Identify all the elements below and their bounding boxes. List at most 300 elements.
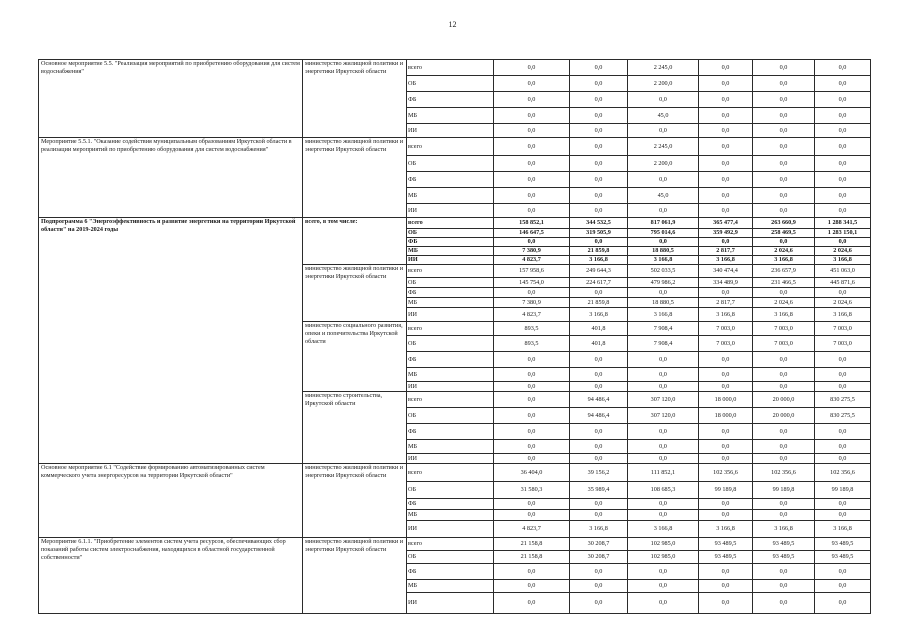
amount-cell: 7 003,0: [815, 322, 871, 336]
amount-cell: 0,0: [699, 440, 753, 454]
amount-cell: 2 200,0: [628, 76, 699, 92]
amount-cell: 359 492,9: [699, 229, 753, 238]
amount-cell: 2 245,0: [628, 138, 699, 156]
funding-source-cell: всего: [407, 538, 494, 551]
amount-cell: 0,0: [699, 368, 753, 382]
amount-cell: 0,0: [753, 368, 815, 382]
amount-cell: 4 823,7: [494, 308, 570, 322]
amount-cell: 0,0: [815, 156, 871, 172]
amount-cell: 1 283 150,1: [815, 229, 871, 238]
funding-source-cell: ИИ: [407, 454, 494, 464]
amount-cell: 0,0: [753, 424, 815, 440]
amount-cell: 7 003,0: [815, 336, 871, 352]
funding-source-cell: ОБ: [407, 336, 494, 352]
executor-cell: министерство жилищной политики и энергетики Иркутской области: [303, 60, 407, 138]
amount-cell: 0,0: [494, 92, 570, 108]
amount-cell: 157 958,6: [494, 265, 570, 278]
amount-cell: 0,0: [628, 440, 699, 454]
amount-cell: 94 486,4: [570, 408, 628, 424]
amount-cell: 0,0: [570, 288, 628, 298]
executor-cell: министерство строительства, Иркутской области: [303, 392, 407, 464]
executor-cell: министерство жилищной политики и энергетики Иркутской области: [303, 265, 407, 322]
amount-cell: 3 166,8: [699, 256, 753, 265]
amount-cell: 0,0: [753, 238, 815, 247]
amount-cell: 30 208,7: [570, 538, 628, 551]
amount-cell: 0,0: [570, 454, 628, 464]
amount-cell: 93 489,5: [699, 538, 753, 551]
executor-cell: всего, в том числе:: [303, 218, 407, 265]
amount-cell: 99 189,8: [699, 482, 753, 499]
amount-cell: 0,0: [815, 352, 871, 368]
amount-cell: 36 404,0: [494, 464, 570, 482]
funding-source-cell: ИИ: [407, 308, 494, 322]
funding-source-cell: МБ: [407, 510, 494, 521]
amount-cell: 30 208,7: [570, 551, 628, 564]
amount-cell: 0,0: [699, 204, 753, 218]
amount-cell: 2 245,0: [628, 60, 699, 76]
amount-cell: 502 033,5: [628, 265, 699, 278]
funding-source-cell: МБ: [407, 298, 494, 308]
amount-cell: 0,0: [815, 564, 871, 580]
amount-cell: 0,0: [628, 204, 699, 218]
amount-cell: 4 823,7: [494, 521, 570, 538]
amount-cell: 45,0: [628, 188, 699, 204]
amount-cell: 0,0: [628, 580, 699, 593]
amount-cell: 0,0: [753, 188, 815, 204]
amount-cell: 99 189,8: [815, 482, 871, 499]
amount-cell: 7 003,0: [753, 336, 815, 352]
amount-cell: 3 166,8: [628, 256, 699, 265]
amount-cell: 334 489,9: [699, 278, 753, 288]
activity-name-cell: Подпрограмма 6 "Энергоэффективность и развитие энергетики на территории Иркутской области" на 2019-2024 годы: [39, 218, 303, 464]
activity-name-cell: Мероприятие 5.5.1. "Оказание содействия муниципальным образованиям Иркутской области в реализации мероприятий по приобретению оборудования для систем водоснабжения": [39, 138, 303, 218]
amount-cell: 817 061,9: [628, 218, 699, 229]
amount-cell: 0,0: [570, 580, 628, 593]
funding-source-cell: ОБ: [407, 482, 494, 499]
amount-cell: 0,0: [815, 108, 871, 124]
funding-source-cell: ИИ: [407, 382, 494, 392]
funding-source-cell: всего: [407, 464, 494, 482]
amount-cell: 0,0: [815, 204, 871, 218]
amount-cell: 0,0: [570, 424, 628, 440]
amount-cell: 7 908,4: [628, 336, 699, 352]
amount-cell: 307 120,0: [628, 408, 699, 424]
funding-source-cell: МБ: [407, 440, 494, 454]
amount-cell: 0,0: [815, 60, 871, 76]
amount-cell: 0,0: [815, 92, 871, 108]
amount-cell: 0,0: [815, 440, 871, 454]
amount-cell: 0,0: [628, 564, 699, 580]
amount-cell: 145 754,0: [494, 278, 570, 288]
amount-cell: 0,0: [494, 238, 570, 247]
amount-cell: 893,5: [494, 322, 570, 336]
amount-cell: 0,0: [815, 454, 871, 464]
amount-cell: 0,0: [494, 108, 570, 124]
funding-source-cell: ОБ: [407, 229, 494, 238]
amount-cell: 94 486,4: [570, 392, 628, 408]
amount-cell: 0,0: [494, 392, 570, 408]
amount-cell: 0,0: [628, 352, 699, 368]
page-number: 12: [448, 20, 457, 29]
funding-source-cell: ОБ: [407, 551, 494, 564]
amount-cell: 3 166,8: [628, 521, 699, 538]
amount-cell: 0,0: [699, 499, 753, 510]
amount-cell: 0,0: [699, 156, 753, 172]
funding-source-cell: ОБ: [407, 76, 494, 92]
amount-cell: 795 014,6: [628, 229, 699, 238]
amount-cell: 0,0: [628, 238, 699, 247]
amount-cell: 0,0: [815, 510, 871, 521]
amount-cell: 0,0: [753, 499, 815, 510]
amount-cell: 0,0: [628, 424, 699, 440]
table-row: [39, 218, 871, 229]
amount-cell: 0,0: [628, 92, 699, 108]
amount-cell: 445 871,6: [815, 278, 871, 288]
amount-cell: 0,0: [628, 172, 699, 188]
amount-cell: 4 823,7: [494, 256, 570, 265]
amount-cell: 0,0: [494, 564, 570, 580]
funding-source-cell: всего: [407, 265, 494, 278]
amount-cell: 21 859,8: [570, 298, 628, 308]
amount-cell: 0,0: [815, 124, 871, 138]
amount-cell: 0,0: [570, 188, 628, 204]
amount-cell: 0,0: [753, 172, 815, 188]
amount-cell: 0,0: [494, 124, 570, 138]
amount-cell: 0,0: [494, 510, 570, 521]
amount-cell: 0,0: [628, 510, 699, 521]
amount-cell: 0,0: [570, 499, 628, 510]
amount-cell: 0,0: [815, 382, 871, 392]
amount-cell: 35 989,4: [570, 482, 628, 499]
amount-cell: 102 985,0: [628, 538, 699, 551]
amount-cell: 93 489,5: [753, 551, 815, 564]
amount-cell: 0,0: [753, 564, 815, 580]
amount-cell: 3 166,8: [628, 308, 699, 322]
amount-cell: 401,8: [570, 336, 628, 352]
table-row: [39, 60, 871, 76]
amount-cell: 3 166,8: [815, 521, 871, 538]
amount-cell: 21 859,8: [570, 247, 628, 256]
amount-cell: 0,0: [494, 368, 570, 382]
amount-cell: 93 489,5: [815, 538, 871, 551]
amount-cell: 2 024,6: [753, 247, 815, 256]
funding-source-cell: всего: [407, 60, 494, 76]
amount-cell: 2 024,6: [815, 298, 871, 308]
activity-name-cell: Основное мероприятие 6.1 "Содействие формированию автоматизированных систем коммерческого учета энергоресурсов на территории Иркутской области": [39, 464, 303, 538]
amount-cell: 344 532,5: [570, 218, 628, 229]
amount-cell: 20 000,0: [753, 408, 815, 424]
amount-cell: 0,0: [753, 382, 815, 392]
amount-cell: 0,0: [570, 352, 628, 368]
amount-cell: 0,0: [628, 382, 699, 392]
activity-name-cell: Основное мероприятие 5.5. "Реализация мероприятий по приобретению оборудования для систем водоснабжения": [39, 60, 303, 138]
amount-cell: 0,0: [570, 138, 628, 156]
amount-cell: 0,0: [699, 92, 753, 108]
funding-source-cell: ОБ: [407, 156, 494, 172]
amount-cell: 3 166,8: [570, 308, 628, 322]
amount-cell: 0,0: [494, 352, 570, 368]
amount-cell: 3 166,8: [753, 256, 815, 265]
amount-cell: 0,0: [628, 368, 699, 382]
funding-source-cell: ФБ: [407, 288, 494, 298]
amount-cell: 0,0: [628, 593, 699, 614]
amount-cell: 0,0: [815, 188, 871, 204]
amount-cell: 93 489,5: [815, 551, 871, 564]
amount-cell: 365 477,4: [699, 218, 753, 229]
amount-cell: 7 003,0: [699, 336, 753, 352]
amount-cell: 0,0: [628, 124, 699, 138]
amount-cell: 0,0: [753, 60, 815, 76]
amount-cell: 0,0: [494, 454, 570, 464]
amount-cell: 102 985,0: [628, 551, 699, 564]
amount-cell: 0,0: [570, 92, 628, 108]
amount-cell: 249 644,3: [570, 265, 628, 278]
amount-cell: 0,0: [494, 408, 570, 424]
amount-cell: 0,0: [570, 172, 628, 188]
amount-cell: 21 158,8: [494, 551, 570, 564]
amount-cell: 158 852,1: [494, 218, 570, 229]
funding-source-cell: всего: [407, 322, 494, 336]
amount-cell: 0,0: [570, 382, 628, 392]
executor-cell: министерство жилищной политики и энергетики Иркутской области: [303, 538, 407, 614]
amount-cell: 18 000,0: [699, 392, 753, 408]
amount-cell: 0,0: [494, 204, 570, 218]
amount-cell: 3 166,8: [570, 521, 628, 538]
amount-cell: 18 000,0: [699, 408, 753, 424]
amount-cell: 451 063,0: [815, 265, 871, 278]
amount-cell: 0,0: [753, 92, 815, 108]
amount-cell: 0,0: [570, 510, 628, 521]
amount-cell: 340 474,4: [699, 265, 753, 278]
amount-cell: 0,0: [570, 124, 628, 138]
amount-cell: 18 880,5: [628, 247, 699, 256]
amount-cell: 0,0: [753, 204, 815, 218]
funding-source-cell: ФБ: [407, 172, 494, 188]
amount-cell: 0,0: [699, 108, 753, 124]
amount-cell: 0,0: [815, 76, 871, 92]
executor-cell: министерство жилищной политики и энергетики Иркутской области: [303, 138, 407, 218]
amount-cell: 0,0: [494, 172, 570, 188]
amount-cell: 0,0: [570, 108, 628, 124]
amount-cell: 0,0: [570, 76, 628, 92]
amount-cell: 102 356,6: [699, 464, 753, 482]
amount-cell: 0,0: [815, 288, 871, 298]
amount-cell: 0,0: [699, 352, 753, 368]
budget-table: [38, 59, 871, 614]
amount-cell: 3 166,8: [699, 521, 753, 538]
amount-cell: 0,0: [699, 76, 753, 92]
amount-cell: 0,0: [494, 188, 570, 204]
amount-cell: 3 166,8: [815, 256, 871, 265]
amount-cell: 0,0: [494, 424, 570, 440]
amount-cell: 0,0: [753, 138, 815, 156]
amount-cell: 0,0: [753, 510, 815, 521]
amount-cell: 0,0: [753, 76, 815, 92]
amount-cell: 0,0: [628, 288, 699, 298]
amount-cell: 0,0: [815, 580, 871, 593]
amount-cell: 0,0: [494, 593, 570, 614]
amount-cell: 3 166,8: [753, 308, 815, 322]
funding-source-cell: всего: [407, 218, 494, 229]
table-row: [39, 464, 871, 482]
amount-cell: 0,0: [753, 124, 815, 138]
amount-cell: 319 505,9: [570, 229, 628, 238]
amount-cell: 99 189,8: [753, 482, 815, 499]
amount-cell: 39 156,2: [570, 464, 628, 482]
amount-cell: 401,8: [570, 322, 628, 336]
amount-cell: 0,0: [753, 593, 815, 614]
amount-cell: 0,0: [699, 424, 753, 440]
amount-cell: 231 466,5: [753, 278, 815, 288]
amount-cell: 0,0: [815, 238, 871, 247]
amount-cell: 0,0: [815, 424, 871, 440]
amount-cell: 20 000,0: [753, 392, 815, 408]
funding-source-cell: всего: [407, 138, 494, 156]
table-row: [39, 138, 871, 156]
amount-cell: 0,0: [753, 156, 815, 172]
amount-cell: 7 380,9: [494, 298, 570, 308]
amount-cell: 893,5: [494, 336, 570, 352]
amount-cell: 0,0: [815, 368, 871, 382]
amount-cell: 3 166,8: [699, 308, 753, 322]
amount-cell: 93 489,5: [753, 538, 815, 551]
amount-cell: 0,0: [494, 138, 570, 156]
funding-source-cell: ФБ: [407, 92, 494, 108]
amount-cell: 45,0: [628, 108, 699, 124]
amount-cell: 0,0: [815, 172, 871, 188]
amount-cell: 0,0: [815, 138, 871, 156]
amount-cell: 1 288 341,5: [815, 218, 871, 229]
amount-cell: 0,0: [753, 352, 815, 368]
amount-cell: 0,0: [628, 454, 699, 464]
amount-cell: 0,0: [570, 564, 628, 580]
funding-source-cell: ФБ: [407, 238, 494, 247]
amount-cell: 0,0: [699, 454, 753, 464]
amount-cell: 263 660,9: [753, 218, 815, 229]
amount-cell: 146 647,5: [494, 229, 570, 238]
amount-cell: 258 469,5: [753, 229, 815, 238]
amount-cell: 0,0: [753, 288, 815, 298]
funding-source-cell: ИИ: [407, 124, 494, 138]
amount-cell: 0,0: [494, 60, 570, 76]
amount-cell: 108 685,3: [628, 482, 699, 499]
amount-cell: 7 380,9: [494, 247, 570, 256]
amount-cell: 0,0: [570, 440, 628, 454]
amount-cell: 2 024,6: [815, 247, 871, 256]
funding-source-cell: ФБ: [407, 499, 494, 510]
amount-cell: 7 003,0: [699, 322, 753, 336]
funding-source-cell: ФБ: [407, 352, 494, 368]
executor-cell: министерство жилищной политики и энергетики Иркутской области: [303, 464, 407, 538]
amount-cell: 0,0: [699, 510, 753, 521]
amount-cell: 0,0: [753, 580, 815, 593]
amount-cell: 7 003,0: [753, 322, 815, 336]
amount-cell: 224 617,7: [570, 278, 628, 288]
amount-cell: 0,0: [494, 288, 570, 298]
amount-cell: 830 275,5: [815, 408, 871, 424]
funding-source-cell: МБ: [407, 108, 494, 124]
funding-source-cell: ИИ: [407, 204, 494, 218]
amount-cell: 0,0: [815, 499, 871, 510]
amount-cell: 479 986,2: [628, 278, 699, 288]
amount-cell: 3 166,8: [815, 308, 871, 322]
amount-cell: 0,0: [753, 108, 815, 124]
amount-cell: 0,0: [570, 204, 628, 218]
amount-cell: 93 489,5: [699, 551, 753, 564]
amount-cell: 0,0: [699, 288, 753, 298]
amount-cell: 102 356,6: [753, 464, 815, 482]
amount-cell: 0,0: [570, 156, 628, 172]
amount-cell: 0,0: [699, 188, 753, 204]
funding-source-cell: ОБ: [407, 408, 494, 424]
funding-source-cell: ИИ: [407, 593, 494, 614]
amount-cell: 0,0: [494, 580, 570, 593]
funding-source-cell: ОБ: [407, 278, 494, 288]
funding-source-cell: МБ: [407, 368, 494, 382]
amount-cell: 0,0: [699, 580, 753, 593]
amount-cell: 0,0: [699, 238, 753, 247]
amount-cell: 0,0: [753, 440, 815, 454]
funding-source-cell: МБ: [407, 580, 494, 593]
amount-cell: 0,0: [570, 238, 628, 247]
amount-cell: 0,0: [699, 60, 753, 76]
amount-cell: 0,0: [699, 382, 753, 392]
funding-source-cell: ФБ: [407, 564, 494, 580]
amount-cell: 31 580,3: [494, 482, 570, 499]
amount-cell: 0,0: [494, 76, 570, 92]
funding-source-cell: всего: [407, 392, 494, 408]
amount-cell: 0,0: [699, 124, 753, 138]
amount-cell: 102 356,6: [815, 464, 871, 482]
amount-cell: 2 817,7: [699, 247, 753, 256]
funding-source-cell: МБ: [407, 188, 494, 204]
amount-cell: 2 817,7: [699, 298, 753, 308]
executor-cell: министерство социального развития, опеки и попечительства Иркутской области: [303, 322, 407, 392]
amount-cell: 830 275,5: [815, 392, 871, 408]
amount-cell: 2 024,6: [753, 298, 815, 308]
funding-source-cell: МБ: [407, 247, 494, 256]
amount-cell: 0,0: [570, 593, 628, 614]
amount-cell: 18 880,5: [628, 298, 699, 308]
amount-cell: 0,0: [699, 593, 753, 614]
amount-cell: 0,0: [570, 368, 628, 382]
amount-cell: 21 158,8: [494, 538, 570, 551]
amount-cell: 0,0: [494, 499, 570, 510]
amount-cell: 0,0: [753, 454, 815, 464]
funding-source-cell: ИИ: [407, 256, 494, 265]
amount-cell: 0,0: [494, 382, 570, 392]
amount-cell: 236 657,9: [753, 265, 815, 278]
amount-cell: 0,0: [699, 138, 753, 156]
amount-cell: 0,0: [494, 440, 570, 454]
amount-cell: 2 200,0: [628, 156, 699, 172]
amount-cell: 3 166,8: [753, 521, 815, 538]
amount-cell: 3 166,8: [570, 256, 628, 265]
amount-cell: 111 852,1: [628, 464, 699, 482]
funding-source-cell: ФБ: [407, 424, 494, 440]
activity-name-cell: Мероприятие 6.1.1. "Приобретение элементов систем учета ресурсов, обеспечивающих сбор показаний работы систем электроснабжения, находящихся в областной государственной собственности": [39, 538, 303, 614]
amount-cell: 307 120,0: [628, 392, 699, 408]
amount-cell: 7 908,4: [628, 322, 699, 336]
amount-cell: 0,0: [494, 156, 570, 172]
amount-cell: 0,0: [815, 593, 871, 614]
amount-cell: 0,0: [699, 172, 753, 188]
funding-source-cell: ИИ: [407, 521, 494, 538]
amount-cell: 0,0: [628, 499, 699, 510]
table-row: [39, 538, 871, 551]
amount-cell: 0,0: [570, 60, 628, 76]
amount-cell: 0,0: [699, 564, 753, 580]
